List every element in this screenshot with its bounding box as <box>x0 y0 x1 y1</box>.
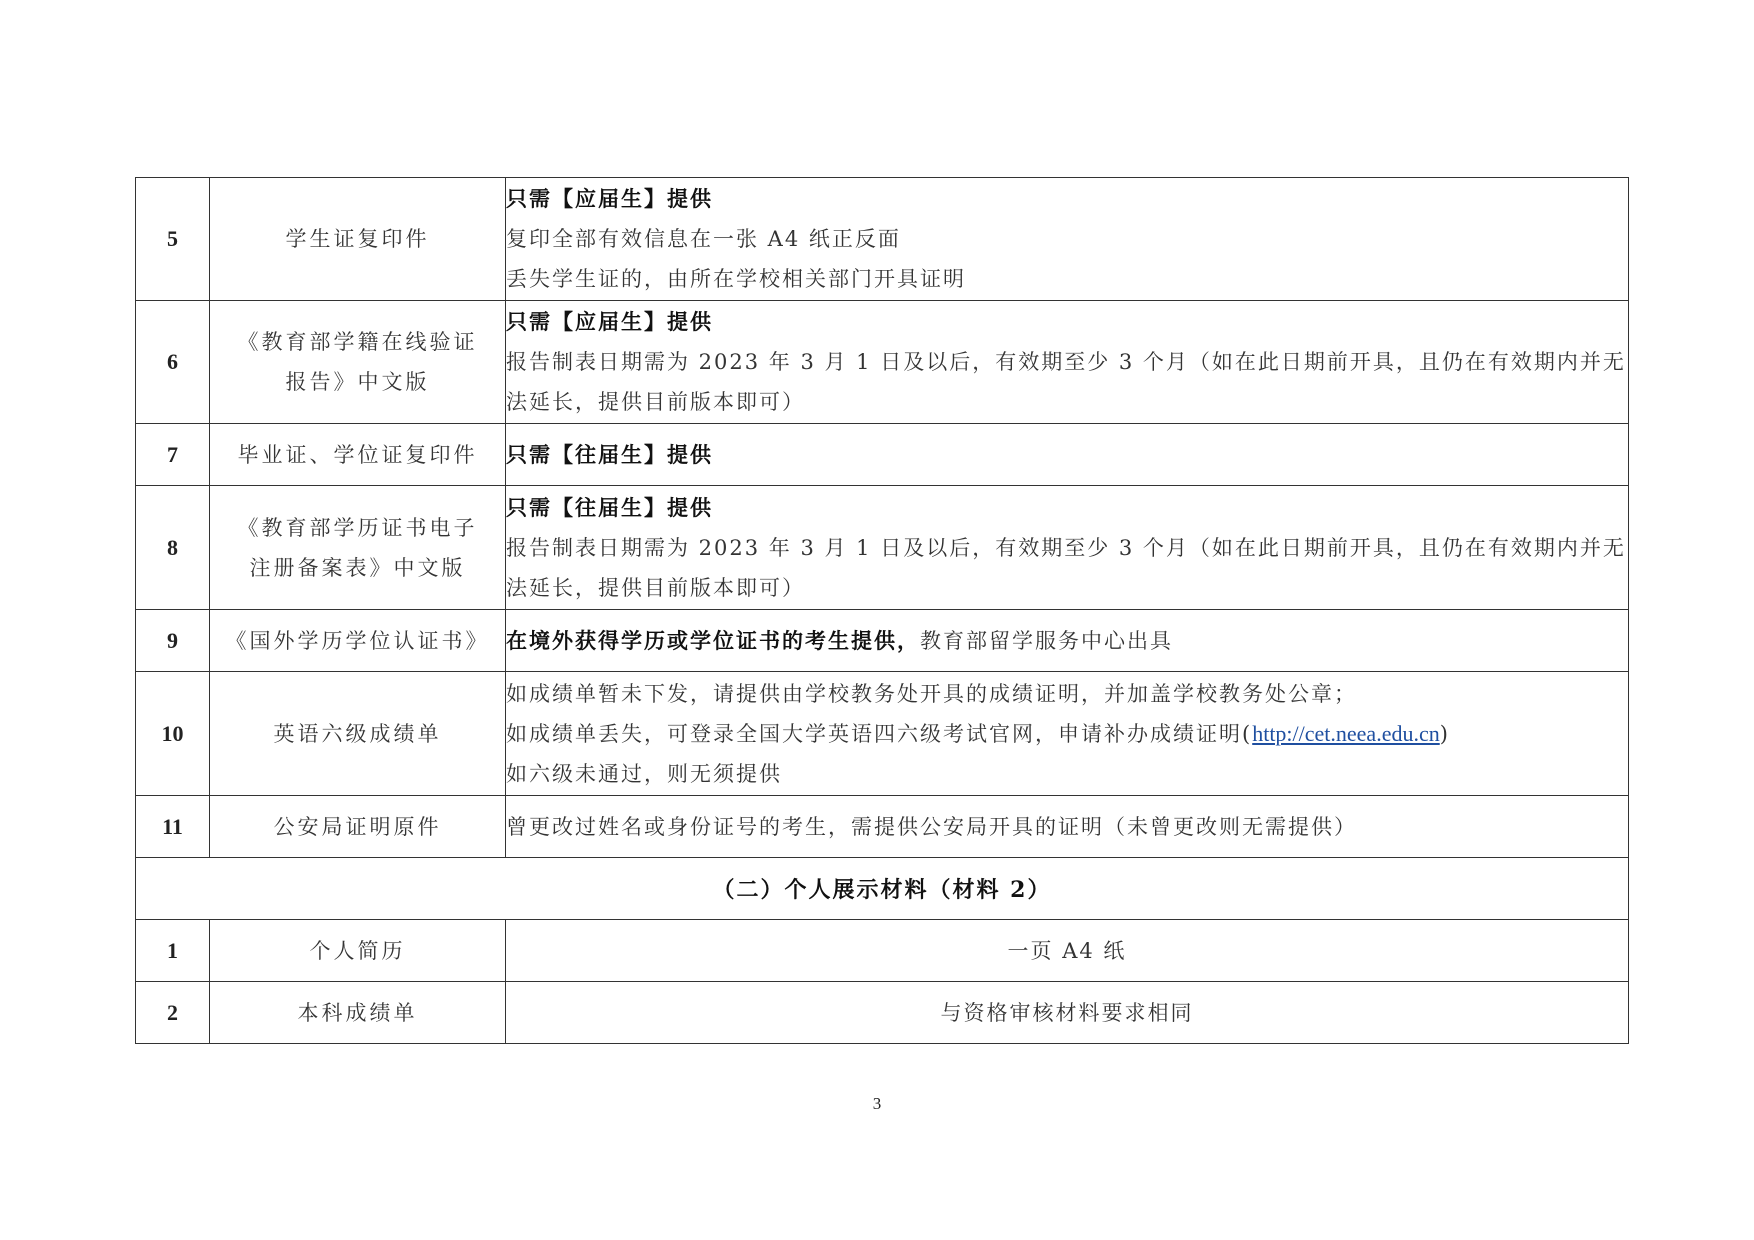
table-row <box>136 486 1629 610</box>
material-name-line: 英语六级成绩单 <box>273 721 442 746</box>
material-name <box>210 610 506 672</box>
row-number: 11 <box>136 796 210 858</box>
requirement-description <box>506 610 1629 672</box>
row-number: 1 <box>136 920 210 982</box>
requirement-line <box>506 714 1628 754</box>
requirement-description <box>506 301 1629 424</box>
row-number: 5 <box>136 178 210 301</box>
table-row <box>136 301 1629 424</box>
material-name-line: 《教育部学籍在线验证 <box>237 330 478 354</box>
row-number: 7 <box>136 424 210 486</box>
requirements-table <box>135 177 1629 1044</box>
material-name <box>210 178 506 301</box>
requirement-description <box>506 672 1629 796</box>
requirement-description <box>506 796 1629 858</box>
material-name-line: 《国外学历学位认证书》 <box>225 628 490 653</box>
material-name-line: 学生证复印件 <box>285 227 430 251</box>
material-name <box>210 796 506 858</box>
material-name-line: 毕业证、学位证复印件 <box>237 442 478 467</box>
page-number: 3 <box>872 1094 882 1113</box>
requirement-line: 报告制表日期需为 2023 年 3 月 1 日及以后，有效期至少 3 个月（如在此日期前开具，且仍在有效期内并无法延长，提供目前版本即可） <box>506 350 1626 414</box>
requirement-lead: 只需【往届生】提供 <box>506 441 713 467</box>
material-name <box>210 424 506 486</box>
requirement-lead: 只需【应届生】提供 <box>506 309 713 334</box>
requirement-description <box>506 486 1629 610</box>
requirement-description <box>506 178 1629 301</box>
row-number: 8 <box>136 486 210 610</box>
material-name <box>210 672 506 796</box>
requirement-lead: 只需【往届生】提供 <box>506 494 713 520</box>
material-name: 本科成绩单 <box>210 982 506 1044</box>
section-header-row <box>136 858 1629 920</box>
requirement-line: 报告制表日期需为 2023 年 3 月 1 日及以后，有效期至少 3 个月（如在此日期前开具，且仍在有效期内并无法延长，提供目前版本即可） <box>506 535 1626 600</box>
material-name-line: 注册备案表》中文版 <box>249 555 466 580</box>
requirement-line: 如六级未通过，则无须提供 <box>506 761 782 786</box>
requirement-description: 一页 A4 纸 <box>506 920 1629 982</box>
table-row <box>136 982 1629 1044</box>
requirement-lead: 在境外获得学历或学位证书的考生提供， <box>506 627 920 653</box>
material-name-line: 公安局证明原件 <box>273 814 442 839</box>
requirement-line: 丢失学生证的，由所在学校相关部门开具证明 <box>506 267 966 291</box>
requirement-description: 与资格审核材料要求相同 <box>506 982 1629 1044</box>
requirement-tail: 教育部留学服务中心出具 <box>920 628 1173 653</box>
table-row <box>136 610 1629 672</box>
material-name-line: 《教育部学历证书电子 <box>237 515 478 540</box>
table-row <box>136 672 1629 796</box>
cet-website-link[interactable]: http://cet.neea.edu.cn <box>1252 720 1440 746</box>
requirement-line-text: ) <box>1439 721 1450 746</box>
row-number: 2 <box>136 982 210 1044</box>
requirement-line: 曾更改过姓名或身份证号的考生，需提供公安局开具的证明（未曾更改则无需提供） <box>506 814 1357 839</box>
material-name <box>210 486 506 610</box>
section-header: （二）个人展示材料（材料 2） <box>136 858 1629 920</box>
table-row <box>136 178 1629 301</box>
row-number: 10 <box>136 672 210 796</box>
table-row <box>136 920 1629 982</box>
requirement-description <box>506 424 1629 486</box>
requirement-line: 如成绩单暂未下发，请提供由学校教务处开具的成绩证明，并加盖学校教务处公章； <box>506 681 1357 706</box>
row-number: 9 <box>136 610 210 672</box>
table-row <box>136 796 1629 858</box>
table-row <box>136 424 1629 486</box>
requirement-line: 复印全部有效信息在一张 A4 纸正反面 <box>506 227 901 251</box>
material-name <box>210 301 506 424</box>
material-name-line: 报告》中文版 <box>285 370 430 394</box>
material-name: 个人简历 <box>210 920 506 982</box>
requirement-line-text: 如成绩单丢失，可登录全国大学英语四六级考试官网，申请补办成绩证明( <box>506 721 1253 746</box>
row-number: 6 <box>136 301 210 424</box>
requirement-lead: 只需【应届生】提供 <box>506 186 713 211</box>
